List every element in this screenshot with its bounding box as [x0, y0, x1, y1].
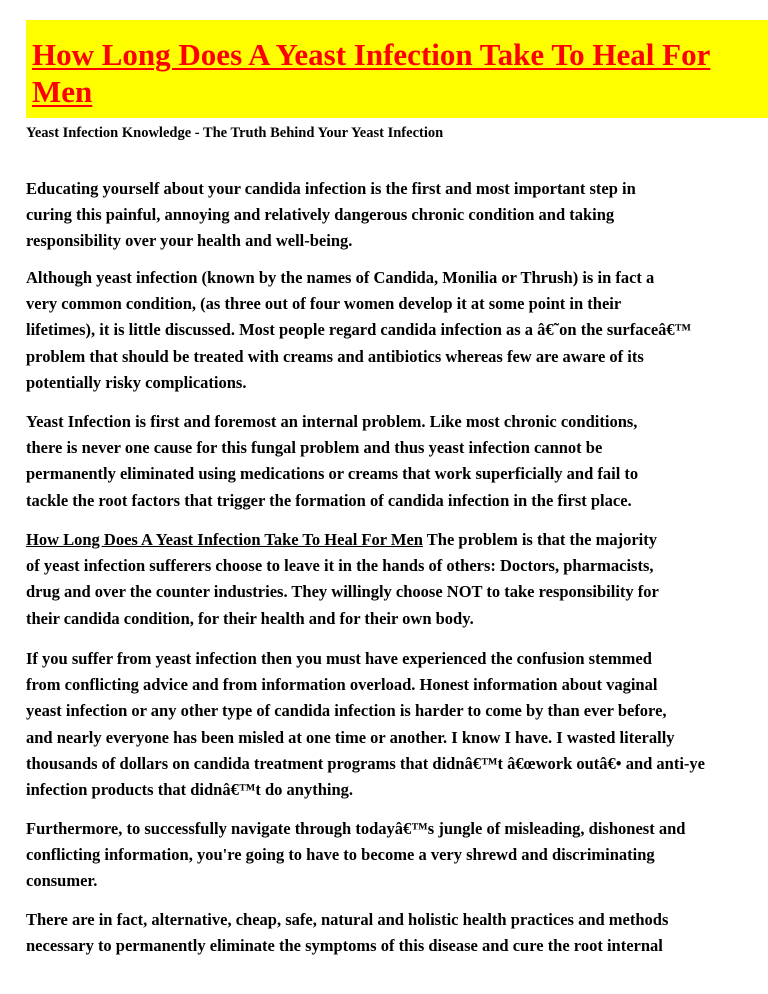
paragraph-line: consumer.: [26, 871, 98, 891]
paragraph-line: there is never one cause for this fungal problem and thus yeast infection cannot be: [26, 438, 603, 458]
paragraph-line: responsibility over your health and well-being.: [26, 231, 353, 251]
paragraph-line: If you suffer from yeast infection then you must have experienced the confusion stemmed: [26, 649, 652, 668]
paragraph-line-rest: The problem is that the majority: [422, 530, 657, 549]
paragraph-line: Furthermore, to successfully navigate through todayâ€™s jungle of misleading, dishonest and: [26, 819, 686, 838]
paragraph-line: lifetimes), it is little discussed. Most people regard candida infection as a â€˜on the surfaceâ€™: [26, 320, 692, 340]
paragraph-line: Yeast Infection is first and foremost an internal problem. Like most chronic conditions,: [26, 412, 638, 431]
paragraph-line: tackle the root factors that trigger the formation of candida infection in the first place.: [26, 490, 632, 510]
paragraph-line: [26, 527, 659, 553]
paragraph-line: necessary to permanently eliminate the symptoms of this disease and cure the root internal: [26, 936, 663, 956]
paragraph-line: potentially risky complications.: [26, 372, 247, 392]
paragraph-line: yeast infection or any other type of candida infection is harder to come by than ever before,: [26, 701, 667, 721]
paragraph-line: from conflicting advice and from information overload. Honest information about vaginal: [26, 675, 658, 695]
paragraph-line: and nearly everyone has been misled at one time or another. I know I have. I wasted literally: [26, 727, 675, 747]
paragraph-line: their candida condition, for their health and for their own body.: [26, 608, 474, 628]
paragraph-line: drug and over the counter industries. They willingly choose NOT to take responsibility for: [26, 582, 659, 602]
paragraph-line: very common condition, (as three out of four women develop it at some point in their: [26, 294, 622, 314]
paragraph-5: [26, 646, 705, 803]
title-banner: [26, 20, 768, 118]
paragraph-4: [26, 527, 659, 632]
paragraph-line: problem that should be treated with creams and antibiotics whereas few are aware of its: [26, 346, 644, 366]
paragraph-7: [26, 907, 668, 959]
paragraph-6: [26, 816, 685, 895]
paragraph-line: of yeast infection sufferers choose to leave it in the hands of others: Doctors, pharmacists,: [26, 556, 654, 576]
paragraph-3: [26, 409, 638, 514]
paragraph-line: thousands of dollars on candida treatment programs that didnâ€™t â€œwork outâ€• and anti-ye: [26, 753, 705, 773]
paragraph-line: There are in fact, alternative, cheap, safe, natural and holistic health practices and methods: [26, 910, 669, 929]
paragraph-line: Educating yourself about your candida infection is the first and most important step in: [26, 179, 636, 198]
paragraph-line: permanently eliminated using medications or creams that work superficially and fail to: [26, 464, 639, 484]
paragraph-line: curing this painful, annoying and relatively dangerous chronic condition and taking: [26, 205, 615, 225]
subtitle: Yeast Infection Knowledge - The Truth Behind Your Yeast Infection: [26, 125, 444, 141]
paragraph-1: [26, 176, 636, 255]
article-title-link[interactable]: How Long Does A Yeast Infection Take To Heal For Men: [26, 530, 423, 549]
paragraph-line: infection products that didnâ€™t do anything.: [26, 780, 354, 800]
paragraph-2: [26, 265, 691, 396]
page-title: How Long Does A Yeast Infection Take To Heal For Men: [32, 37, 711, 109]
paragraph-line: Although yeast infection (known by the names of Candida, Monilia or Thrush) is in fact a: [26, 268, 655, 287]
paragraph-line: conflicting information, you're going to have to become a very shrewd and discriminating: [26, 845, 655, 865]
